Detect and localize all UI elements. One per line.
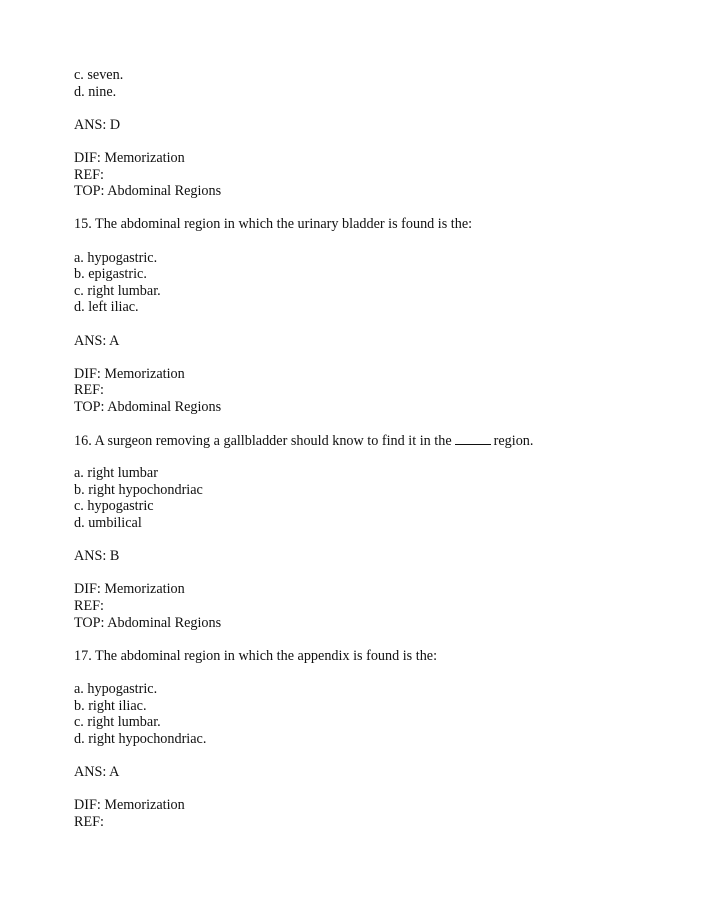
question-15 — [74, 216, 674, 432]
option-c: c. seven. — [74, 67, 124, 83]
reference: REF: — [74, 382, 104, 399]
option-a: a. hypogastric. — [74, 680, 158, 697]
topic: TOP: Abdominal Regions — [74, 398, 222, 415]
difficulty: DIF: Memorization — [74, 365, 185, 382]
question-stem-after: region. — [493, 433, 534, 450]
question-16 — [74, 432, 674, 648]
option-d: d. left iliac. — [74, 299, 139, 316]
option-d: d. right hypochondriac. — [74, 730, 207, 747]
answer: ANS: B — [74, 548, 120, 565]
question-17 — [74, 648, 674, 831]
difficulty: DIF: Memorization — [74, 797, 185, 814]
document-page — [74, 67, 674, 830]
difficulty: DIF: Memorization — [74, 581, 185, 598]
option-c: c. right lumbar. — [74, 282, 161, 299]
difficulty: DIF: Memorization — [74, 149, 185, 166]
option-b: b. right iliac. — [74, 697, 147, 714]
question-stem: 15. The abdominal region in which the urinary bladder is found is the: — [74, 216, 473, 233]
reference: REF: — [74, 166, 104, 183]
topic: TOP: Abdominal Regions — [74, 183, 222, 200]
option-b: b. right hypochondriac — [74, 481, 203, 498]
reference: REF: — [74, 598, 104, 614]
question-14-continuation — [74, 67, 674, 216]
option-c: c. hypogastric — [74, 498, 154, 515]
option-a: a. hypogastric. — [74, 249, 158, 266]
option-a: a. right lumbar — [74, 465, 158, 482]
option-b: b. epigastric. — [74, 266, 147, 283]
fill-in-blank — [455, 432, 491, 445]
option-d: d. umbilical — [74, 515, 142, 532]
question-stem-before: 16. A surgeon removing a gallbladder should know to find it in the — [74, 433, 452, 450]
topic: TOP: Abdominal Regions — [74, 614, 222, 631]
question-stem — [74, 432, 674, 449]
option-d: d. nine. — [74, 83, 117, 100]
answer: ANS: A — [74, 763, 120, 780]
answer: ANS: A — [74, 332, 120, 349]
answer: ANS: D — [74, 116, 121, 133]
question-stem: 17. The abdominal region in which the appendix is found is the: — [74, 647, 438, 664]
reference: REF: — [74, 813, 104, 830]
option-c: c. right lumbar. — [74, 714, 161, 731]
